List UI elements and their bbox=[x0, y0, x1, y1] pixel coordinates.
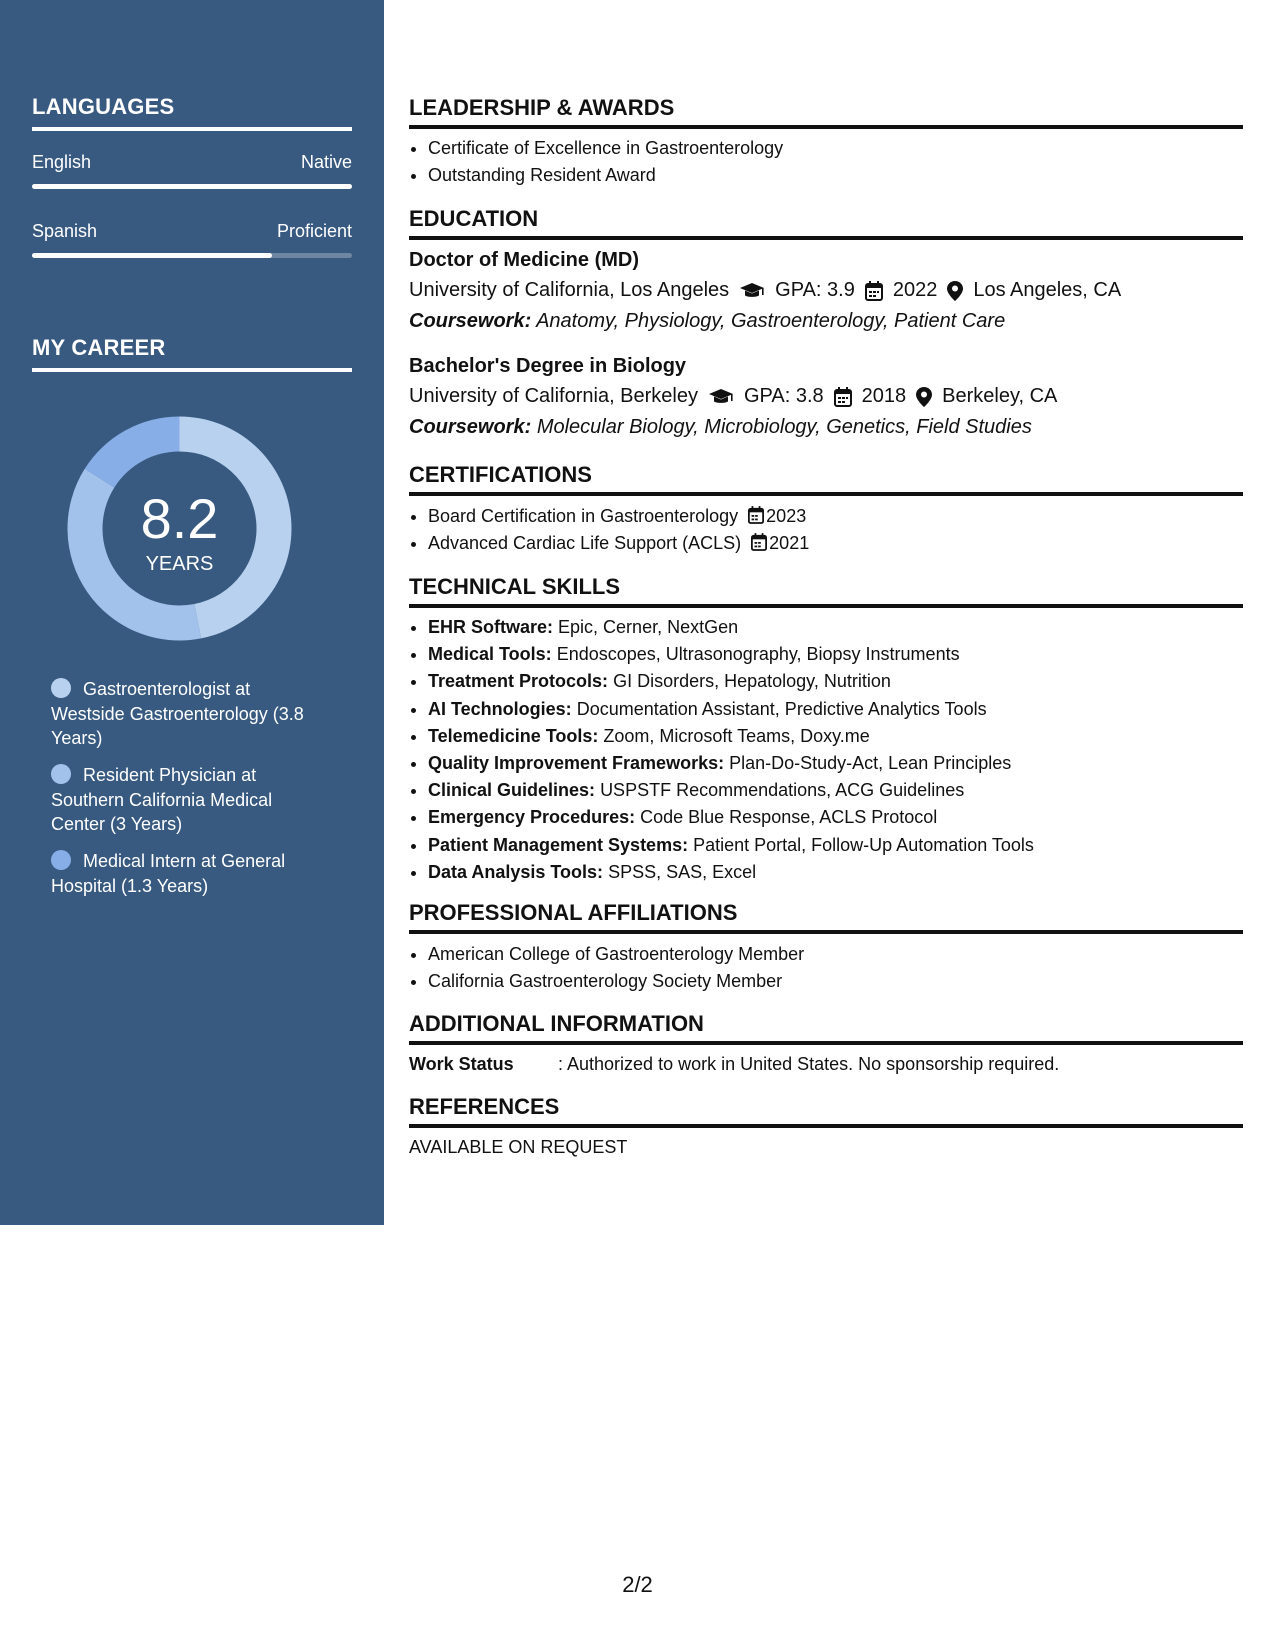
work-status-label: Work Status bbox=[409, 1054, 514, 1074]
list-item bbox=[428, 503, 809, 530]
skill-value: USPSTF Recommendations, ACG Guidelines bbox=[600, 780, 965, 801]
skills-list bbox=[409, 614, 1034, 886]
education-details bbox=[409, 385, 1057, 408]
calendar-icon bbox=[834, 387, 852, 407]
location-pin-icon bbox=[916, 387, 932, 407]
languages-heading: LANGUAGES bbox=[32, 94, 352, 120]
skill-item bbox=[428, 641, 1034, 668]
skill-label: Emergency Procedures: bbox=[428, 807, 636, 828]
skill-label: Medical Tools: bbox=[428, 644, 552, 665]
graduation-year: 2018 bbox=[861, 385, 907, 407]
skill-item bbox=[428, 723, 1034, 750]
language-level: Proficient bbox=[276, 221, 352, 241]
degree-title: Bachelor's Degree in Biology bbox=[409, 355, 687, 377]
leadership-heading: LEADERSHIP & AWARDS bbox=[409, 95, 1243, 121]
additional-info-heading: ADDITIONAL INFORMATION bbox=[409, 1011, 1243, 1037]
skill-value: Plan-Do-Study-Act, Lean Principles bbox=[729, 753, 1012, 774]
career-label: Medical Intern at General Hospital (1.3 Years) bbox=[51, 851, 286, 896]
coursework bbox=[409, 310, 1005, 333]
career-dot bbox=[51, 850, 71, 870]
list-item: • American College of Gastroenterology Member bbox=[428, 941, 804, 968]
calendar-icon bbox=[865, 281, 883, 301]
skill-label: AI Technologies: bbox=[428, 698, 572, 719]
skill-item bbox=[428, 750, 1034, 777]
career-donut-chart bbox=[67, 416, 292, 641]
skill-value: Epic, Cerner, NextGen bbox=[558, 617, 739, 637]
skill-label: Patient Management Systems: bbox=[428, 834, 689, 855]
skill-item bbox=[428, 859, 1034, 886]
education-details bbox=[409, 279, 1121, 302]
degree-title: Doctor of Medicine (MD) bbox=[409, 249, 639, 271]
list-item bbox=[428, 530, 809, 557]
skill-label: Quality Improvement Frameworks: bbox=[428, 753, 725, 774]
coursework-value: Anatomy, Physiology, Gastroenterology, Patient Care bbox=[536, 310, 1006, 332]
skill-label: Clinical Guidelines: bbox=[428, 780, 596, 801]
career-heading: MY CAREER bbox=[32, 335, 352, 361]
career-total: 8.2 bbox=[140, 487, 219, 550]
language-bar-spanish bbox=[32, 253, 352, 258]
skill-value: Patient Portal, Follow-Up Automation Tools bbox=[693, 834, 1034, 855]
work-status-row bbox=[409, 1054, 1059, 1075]
language-bar-fill bbox=[32, 253, 272, 258]
skill-value: Endoscopes, Ultrasonography, Biopsy Instruments bbox=[556, 644, 960, 665]
career-label: Gastroenterologist at Westside Gastroenterology (3.8 Years) bbox=[51, 679, 304, 748]
skill-label: EHR Software: bbox=[428, 617, 554, 637]
graduation-cap-icon bbox=[708, 388, 734, 406]
list-item: • Outstanding Resident Award bbox=[428, 162, 783, 189]
education-heading: EDUCATION bbox=[409, 206, 1243, 232]
certifications-heading: CERTIFICATIONS bbox=[409, 462, 1243, 488]
skill-value: Code Blue Response, ACLS Protocol bbox=[640, 807, 938, 828]
career-item bbox=[51, 677, 321, 751]
skill-item bbox=[428, 668, 1034, 695]
coursework-label: Coursework: bbox=[409, 416, 532, 438]
coursework-value: Molecular Biology, Microbiology, Genetics, Field Studies bbox=[536, 416, 1032, 438]
skill-label: Treatment Protocols: bbox=[428, 671, 609, 692]
career-donut-segment bbox=[85, 417, 180, 488]
skill-label: Telemedicine Tools: bbox=[428, 725, 599, 746]
gpa: GPA: 3.8 bbox=[744, 385, 824, 407]
list-item: • Certificate of Excellence in Gastroenterology bbox=[428, 135, 783, 162]
skill-value: Documentation Assistant, Predictive Analytics Tools bbox=[576, 698, 987, 719]
skill-label: Data Analysis Tools: bbox=[428, 861, 604, 882]
skill-item bbox=[428, 804, 1034, 831]
sidebar bbox=[0, 0, 384, 1225]
language-bar-fill bbox=[32, 184, 352, 189]
skill-value: Zoom, Microsoft Teams, Doxy.me bbox=[603, 725, 870, 746]
school-name: University of California, Los Angeles bbox=[409, 279, 730, 301]
language-row-english bbox=[32, 152, 352, 173]
language-name: Spanish bbox=[32, 221, 98, 241]
coursework-label: Coursework: bbox=[409, 310, 532, 332]
location: Berkeley, CA bbox=[942, 385, 1058, 407]
list-item: • California Gastroenterology Society Member bbox=[428, 968, 804, 995]
location-pin-icon bbox=[947, 281, 963, 301]
skill-item bbox=[428, 832, 1034, 859]
graduation-cap-icon bbox=[739, 282, 765, 300]
language-bar-english bbox=[32, 184, 352, 189]
skill-value: SPSS, SAS, Excel bbox=[608, 861, 757, 882]
certification-year: 2023 bbox=[766, 506, 807, 526]
coursework bbox=[409, 416, 1032, 439]
references-text: AVAILABLE ON REQUEST bbox=[409, 1137, 628, 1157]
language-row-spanish bbox=[32, 221, 352, 242]
school-name: University of California, Berkeley bbox=[409, 385, 698, 407]
leadership-list bbox=[409, 135, 783, 189]
skill-item bbox=[428, 614, 1034, 641]
career-item bbox=[51, 763, 321, 837]
career-dot bbox=[51, 678, 71, 698]
language-name: English bbox=[32, 152, 92, 172]
career-item bbox=[51, 849, 321, 898]
skills-heading: TECHNICAL SKILLS bbox=[409, 574, 1243, 600]
career-label: Resident Physician at Southern California Medical Center (3 Years) bbox=[51, 765, 273, 834]
affiliations-heading: PROFESSIONAL AFFILIATIONS bbox=[409, 900, 1243, 926]
graduation-year: 2022 bbox=[892, 279, 938, 301]
career-unit: YEARS bbox=[145, 553, 214, 575]
language-level: Native bbox=[300, 152, 352, 172]
page-number: 2/2 bbox=[622, 1572, 653, 1597]
career-dot bbox=[51, 764, 71, 784]
work-status-value: : Authorized to work in United States. No sponsorship required. bbox=[558, 1054, 1060, 1074]
gpa: GPA: 3.9 bbox=[775, 279, 855, 301]
certification-year: 2021 bbox=[769, 533, 810, 554]
calendar-icon bbox=[748, 506, 764, 524]
affiliations-list bbox=[409, 941, 804, 995]
location: Los Angeles, CA bbox=[973, 279, 1122, 301]
skill-item bbox=[428, 696, 1034, 723]
certification-name: Board Certification in Gastroenterology bbox=[428, 506, 739, 526]
certifications-list bbox=[409, 503, 809, 557]
calendar-icon bbox=[751, 533, 767, 551]
skill-item bbox=[428, 777, 1034, 804]
references-heading: REFERENCES bbox=[409, 1094, 1243, 1120]
skill-value: GI Disorders, Hepatology, Nutrition bbox=[613, 671, 891, 692]
certification-name: Advanced Cardiac Life Support (ACLS) bbox=[428, 533, 742, 554]
